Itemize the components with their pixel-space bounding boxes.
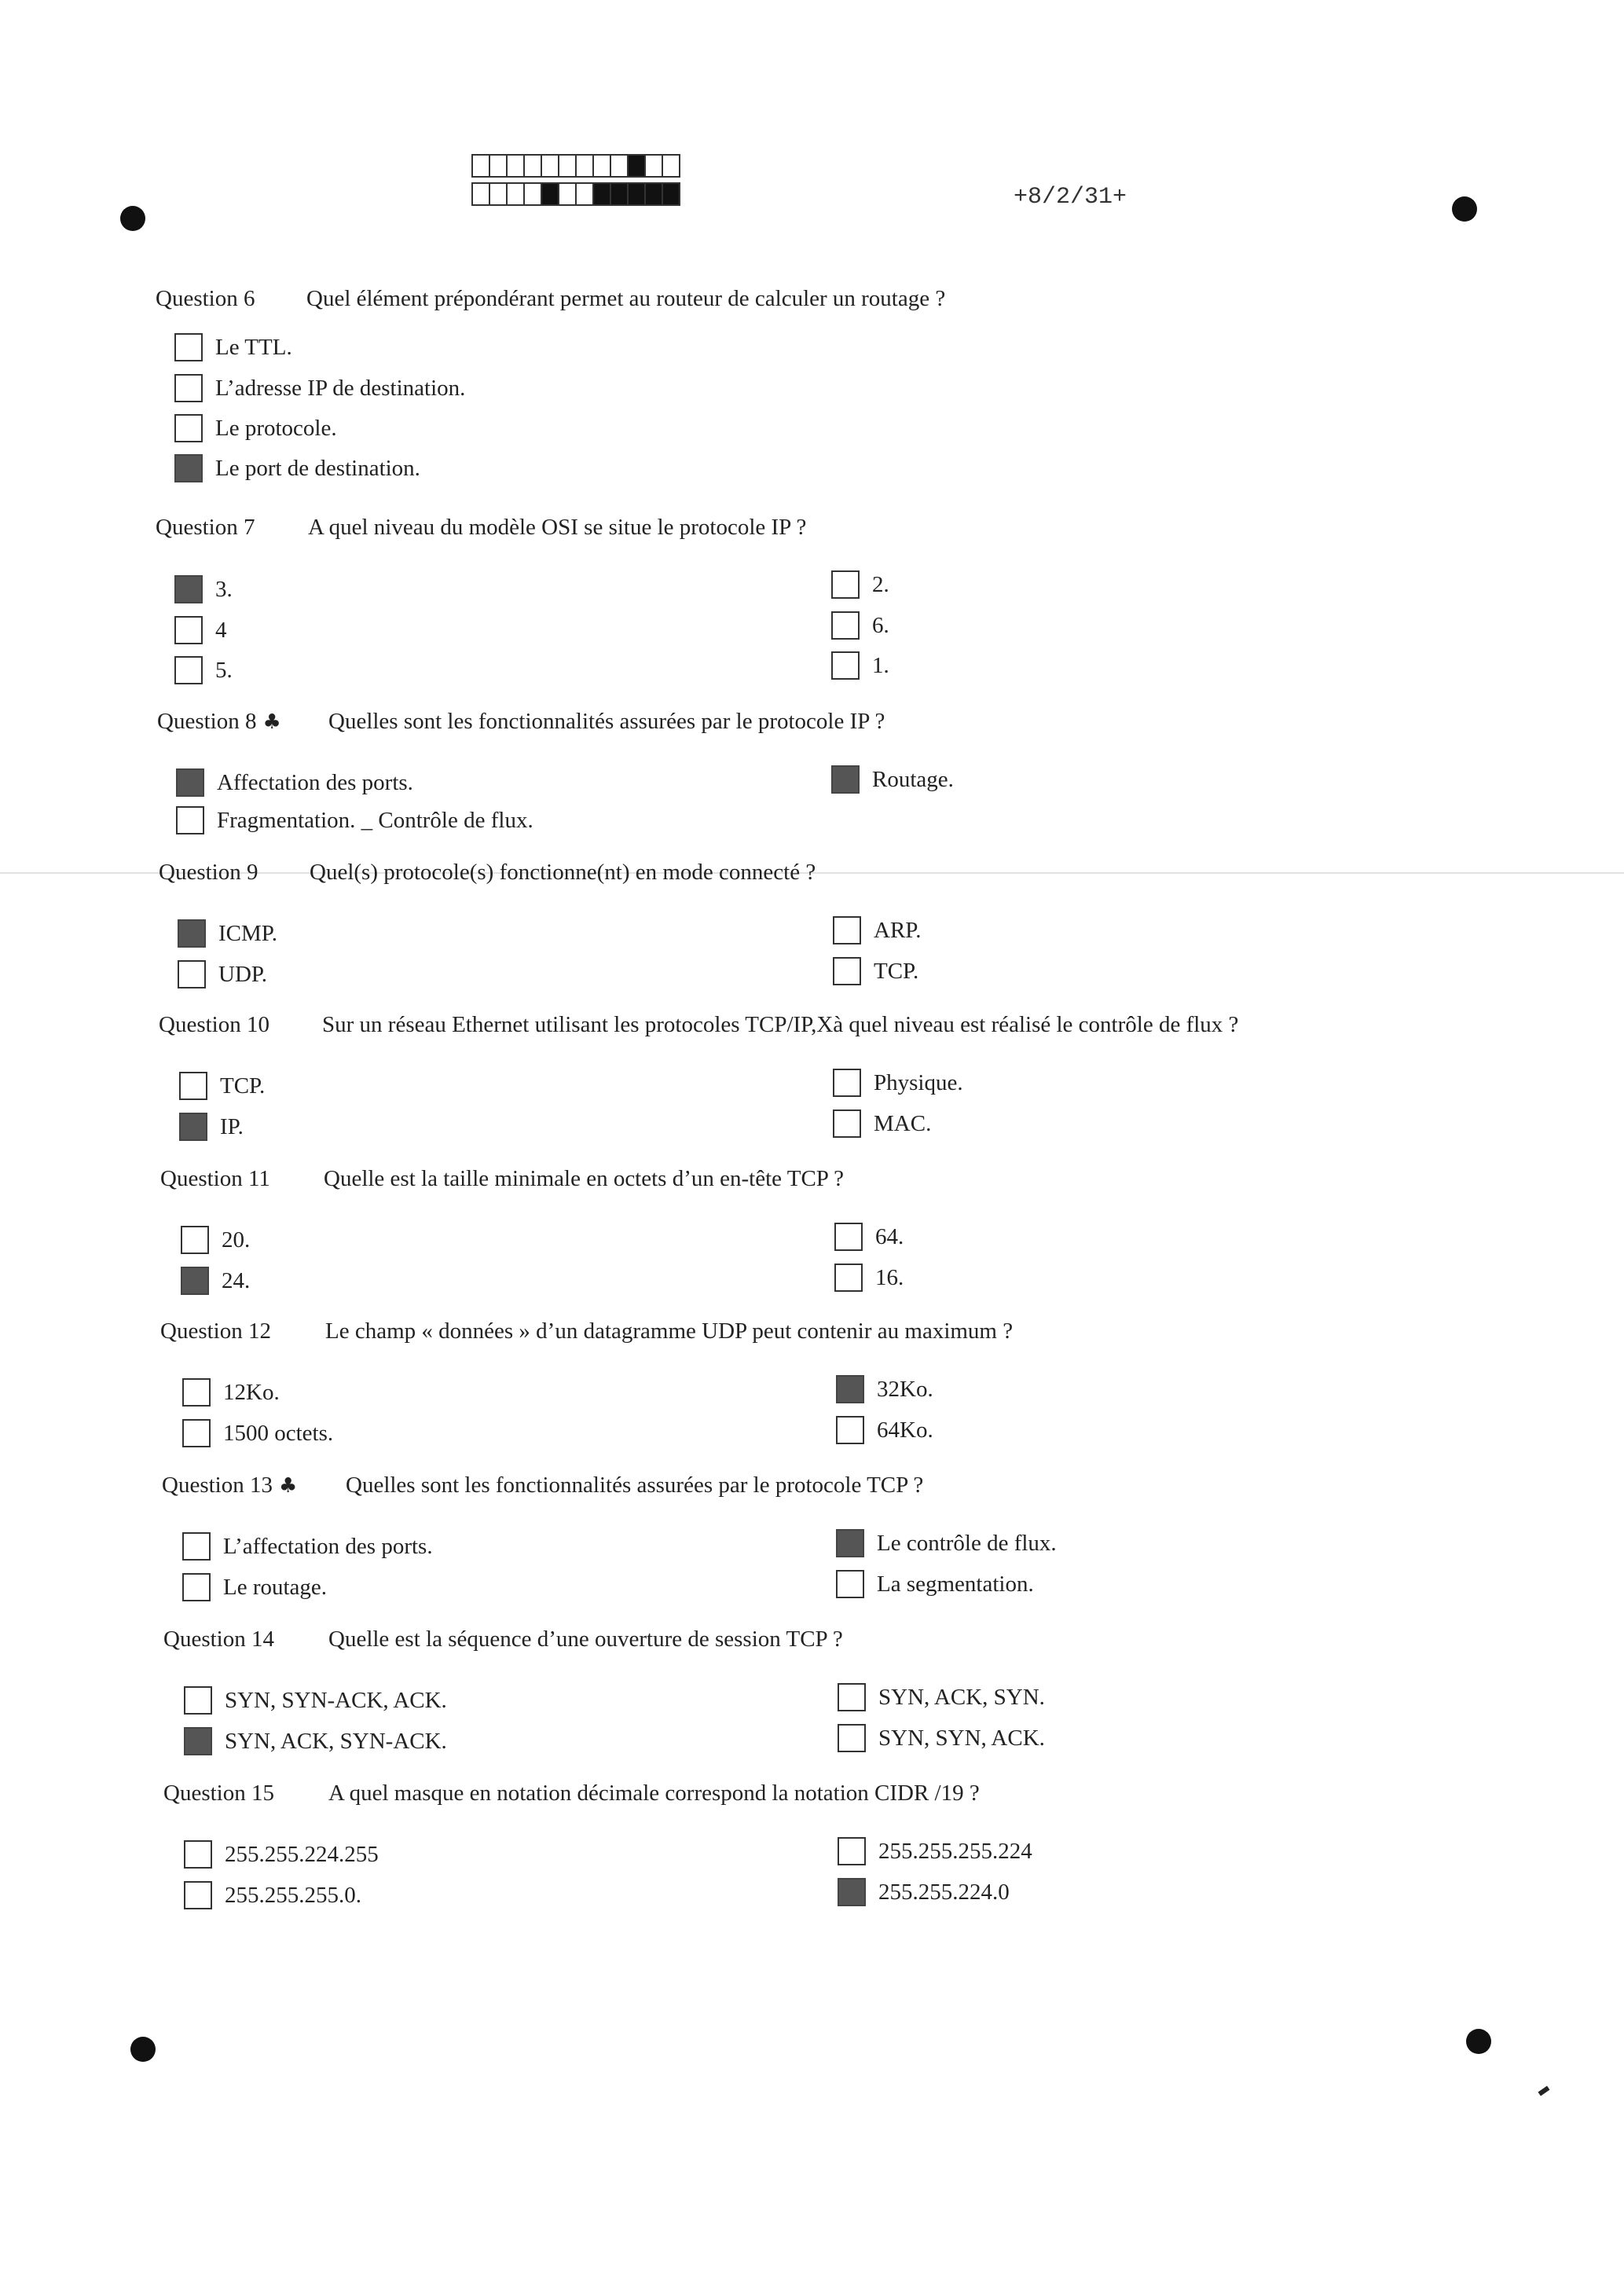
answer-checkbox[interactable] (184, 1840, 212, 1869)
code-cell-empty (575, 182, 594, 206)
answer-label: 1. (872, 653, 889, 678)
code-cell-empty (471, 154, 490, 178)
answer-option[interactable] (838, 1878, 1010, 1906)
code-cell-filled (627, 154, 646, 178)
question-number-label: Question 12 (160, 1319, 271, 1344)
answer-checkbox-checked[interactable] (836, 1529, 864, 1557)
answer-option[interactable] (174, 414, 337, 442)
code-cell-empty (592, 154, 611, 178)
question-number-label: Question 9 (159, 860, 258, 885)
code-cell-empty (558, 182, 577, 206)
answer-label: Le port de destination. (215, 456, 420, 481)
answer-option[interactable] (174, 656, 233, 684)
answer-checkbox[interactable] (174, 374, 203, 402)
answer-checkbox-checked[interactable] (178, 919, 206, 948)
answer-label: 255.255.224.255 (225, 1842, 379, 1867)
answer-option[interactable] (831, 611, 889, 640)
answer-checkbox[interactable] (833, 916, 861, 944)
answer-option[interactable] (833, 1069, 963, 1097)
answer-checkbox[interactable] (174, 414, 203, 442)
answer-option[interactable] (174, 454, 420, 482)
code-cell-filled (662, 182, 680, 206)
multiple-answer-club-icon: ♣ (278, 1474, 298, 1498)
answer-checkbox[interactable] (836, 1570, 864, 1598)
code-cell-filled (644, 182, 663, 206)
code-cell-filled (627, 182, 646, 206)
code-row-2 (471, 182, 679, 209)
answer-label: Le routage. (223, 1575, 328, 1600)
registration-mark-top-left (120, 206, 145, 231)
question-text: Quel élément prépondérant permet au routeur de calculer un routage ? (306, 286, 946, 311)
page-id: +8/2/31+ (1014, 184, 1127, 211)
answer-option[interactable] (833, 1109, 931, 1138)
answer-label: Fragmentation. _ Contrôle de flux. (217, 808, 533, 833)
answer-option[interactable] (831, 570, 889, 599)
answer-option[interactable] (831, 765, 954, 794)
answer-checkbox[interactable] (179, 1072, 207, 1100)
answer-option[interactable] (184, 1840, 379, 1869)
answer-option[interactable] (184, 1881, 361, 1909)
answer-checkbox[interactable] (838, 1837, 866, 1865)
answer-option[interactable] (174, 333, 292, 361)
answer-option[interactable] (836, 1529, 1057, 1557)
code-cell-empty (644, 154, 663, 178)
answer-checkbox[interactable] (182, 1573, 211, 1601)
question-number (160, 1165, 270, 1193)
answer-checkbox[interactable] (182, 1419, 211, 1447)
answer-label: IP. (220, 1114, 244, 1139)
answer-option[interactable] (833, 916, 921, 944)
answer-label: 255.255.255.0. (225, 1883, 361, 1908)
answer-option[interactable] (176, 768, 413, 797)
question-number-label: Question 6 (156, 286, 255, 311)
question-text: Quelles sont les fonctionnalités assurées par le protocole TCP ? (346, 1473, 924, 1498)
answer-label: La segmentation. (877, 1572, 1034, 1597)
answer-checkbox-checked[interactable] (179, 1113, 207, 1141)
answer-checkbox[interactable] (831, 570, 860, 599)
code-cell-empty (662, 154, 680, 178)
code-cell-filled (592, 182, 611, 206)
answer-checkbox[interactable] (181, 1226, 209, 1254)
answer-checkbox[interactable] (831, 611, 860, 640)
answer-label: ICMP. (218, 921, 277, 946)
answer-checkbox-checked[interactable] (174, 454, 203, 482)
answer-option[interactable] (836, 1375, 933, 1403)
question-text: Quelles sont les fonctionnalités assurées par le protocole IP ? (328, 709, 885, 734)
code-row-1 (471, 154, 679, 181)
code-cell-empty (575, 154, 594, 178)
answer-option[interactable] (838, 1837, 1032, 1865)
answer-label: UDP. (218, 962, 268, 987)
question-number (163, 1625, 274, 1653)
answer-option[interactable] (836, 1570, 1034, 1598)
answer-option[interactable] (831, 651, 889, 680)
code-cell-empty (506, 182, 525, 206)
answer-checkbox[interactable] (184, 1686, 212, 1715)
answer-label: SYN, SYN, ACK. (878, 1726, 1045, 1751)
answer-option[interactable] (834, 1264, 904, 1292)
code-cell-empty (523, 182, 542, 206)
code-cell-empty (610, 154, 629, 178)
answer-checkbox[interactable] (831, 651, 860, 680)
answer-option[interactable] (179, 1072, 265, 1100)
question-number-label: Question 7 (156, 515, 255, 540)
answer-checkbox[interactable] (838, 1724, 866, 1752)
question-text: Le champ « données » d’un datagramme UDP peut contenir au maximum ? (325, 1319, 1014, 1344)
answer-label: 64Ko. (877, 1418, 933, 1443)
answer-option[interactable] (182, 1378, 280, 1407)
answer-label: Routage. (872, 767, 954, 792)
answer-label: ARP. (874, 918, 922, 943)
answer-checkbox[interactable] (176, 806, 204, 834)
registration-mark-bottom-left (130, 2037, 156, 2062)
answer-checkbox[interactable] (838, 1683, 866, 1711)
answer-label: 64. (875, 1224, 904, 1249)
answer-label: Affectation des ports. (217, 770, 413, 795)
answer-option[interactable] (838, 1724, 1045, 1752)
answer-label: 24. (222, 1268, 251, 1293)
answer-checkbox[interactable] (834, 1223, 863, 1251)
code-cell-filled (541, 182, 559, 206)
answer-checkbox[interactable] (833, 1109, 861, 1138)
answer-label: 6. (872, 613, 889, 638)
answer-label: 32Ko. (877, 1377, 933, 1402)
answer-label: MAC. (874, 1111, 932, 1136)
answer-label: 255.255.255.224 (878, 1839, 1032, 1864)
answer-label: TCP. (874, 959, 919, 984)
answer-checkbox-checked[interactable] (838, 1878, 866, 1906)
answer-label: 3. (215, 577, 233, 602)
question-text: Quel(s) protocole(s) fonctionne(nt) en mode connecté ? (310, 860, 816, 885)
answer-option[interactable] (838, 1683, 1045, 1711)
answer-checkbox[interactable] (174, 656, 203, 684)
answer-label: SYN, ACK, SYN. (878, 1685, 1045, 1710)
question-number (159, 1010, 269, 1039)
answer-label: L’affectation des ports. (223, 1534, 433, 1559)
code-cell-empty (541, 154, 559, 178)
registration-mark-bottom-right (1466, 2029, 1491, 2054)
answer-checkbox[interactable] (174, 333, 203, 361)
scan-speck (1538, 2086, 1550, 2096)
answer-label: 20. (222, 1227, 251, 1253)
answer-option[interactable] (834, 1223, 904, 1251)
question-number-label: Question 8 (157, 709, 257, 734)
question-number-label: Question 15 (163, 1781, 274, 1806)
answer-checkbox-checked[interactable] (176, 768, 204, 797)
question-number (159, 858, 258, 886)
answer-label: 2. (872, 572, 889, 597)
question-number (160, 1317, 271, 1345)
question-text: Sur un réseau Ethernet utilisant les protocoles TCP/IP,Xà quel niveau est réalisé le contrôle de flux ? (322, 1012, 1239, 1037)
code-cell-empty (489, 182, 508, 206)
question-number (156, 284, 255, 313)
answer-label: Physique. (874, 1070, 963, 1095)
question-number (156, 513, 255, 541)
answer-label: SYN, SYN-ACK, ACK. (225, 1688, 447, 1713)
answer-checkbox[interactable] (182, 1532, 211, 1561)
answer-label: SYN, ACK, SYN-ACK. (225, 1729, 447, 1754)
code-cell-filled (610, 182, 629, 206)
answer-checkbox[interactable] (834, 1264, 863, 1292)
answer-label: 4 (215, 618, 227, 643)
answer-label: L’adresse IP de destination. (215, 376, 466, 401)
answer-checkbox[interactable] (182, 1378, 211, 1407)
answer-option[interactable] (179, 1113, 244, 1141)
answer-checkbox[interactable] (833, 1069, 861, 1097)
question-number-label: Question 10 (159, 1012, 269, 1037)
question-text: Quelle est la taille minimale en octets d’un en-tête TCP ? (324, 1166, 844, 1191)
answer-label: 12Ko. (223, 1380, 280, 1405)
answer-option[interactable] (174, 616, 227, 644)
answer-checkbox[interactable] (184, 1881, 212, 1909)
code-cell-empty (471, 182, 490, 206)
answer-option[interactable] (178, 919, 277, 948)
answer-label: TCP. (220, 1073, 266, 1098)
answer-checkbox-checked[interactable] (836, 1375, 864, 1403)
answer-checkbox-checked[interactable] (181, 1267, 209, 1295)
answer-label: 5. (215, 658, 233, 683)
question-number (163, 1779, 274, 1807)
answer-option[interactable] (176, 806, 533, 834)
answer-label: 16. (875, 1265, 904, 1290)
answer-option[interactable] (833, 957, 918, 985)
question-number-label: Question 11 (160, 1166, 270, 1191)
answer-checkbox-checked[interactable] (174, 575, 203, 603)
answer-checkbox-checked[interactable] (184, 1727, 212, 1755)
answer-checkbox[interactable] (174, 616, 203, 644)
registration-mark-top-right (1452, 196, 1477, 222)
answer-option[interactable] (184, 1727, 447, 1755)
question-number-label: Question 14 (163, 1627, 274, 1652)
answer-label: Le contrôle de flux. (877, 1531, 1057, 1556)
answer-checkbox[interactable] (178, 960, 206, 988)
multiple-answer-club-icon: ♣ (262, 710, 281, 734)
answer-option[interactable] (174, 575, 233, 603)
question-number-label: Question 13 (162, 1473, 273, 1498)
question-text: A quel masque en notation décimale correspond la notation CIDR /19 ? (328, 1781, 980, 1806)
answer-label: Le protocole. (215, 416, 337, 441)
code-cell-empty (506, 154, 525, 178)
question-number (157, 707, 281, 736)
question-text: Quelle est la séquence d’une ouverture de session TCP ? (328, 1627, 843, 1652)
code-cell-empty (489, 154, 508, 178)
answer-label: Le TTL. (215, 335, 292, 360)
answer-label: 1500 octets. (223, 1421, 334, 1446)
answer-checkbox[interactable] (836, 1416, 864, 1444)
answer-option[interactable] (836, 1416, 933, 1444)
answer-option[interactable] (182, 1419, 333, 1447)
answer-option[interactable] (181, 1267, 250, 1295)
answer-checkbox-checked[interactable] (831, 765, 860, 794)
code-cell-empty (558, 154, 577, 178)
question-text: A quel niveau du modèle OSI se situe le protocole IP ? (308, 515, 807, 540)
answer-label: 255.255.224.0 (878, 1880, 1010, 1905)
code-cell-empty (523, 154, 542, 178)
answer-option[interactable] (181, 1226, 250, 1254)
page-code-boxes (471, 154, 679, 211)
answer-checkbox[interactable] (833, 957, 861, 985)
answer-option[interactable] (182, 1532, 433, 1561)
answer-option[interactable] (182, 1573, 327, 1601)
question-number (162, 1471, 297, 1500)
answer-option[interactable] (178, 960, 267, 988)
answer-option[interactable] (174, 374, 465, 402)
answer-option[interactable] (184, 1686, 447, 1715)
